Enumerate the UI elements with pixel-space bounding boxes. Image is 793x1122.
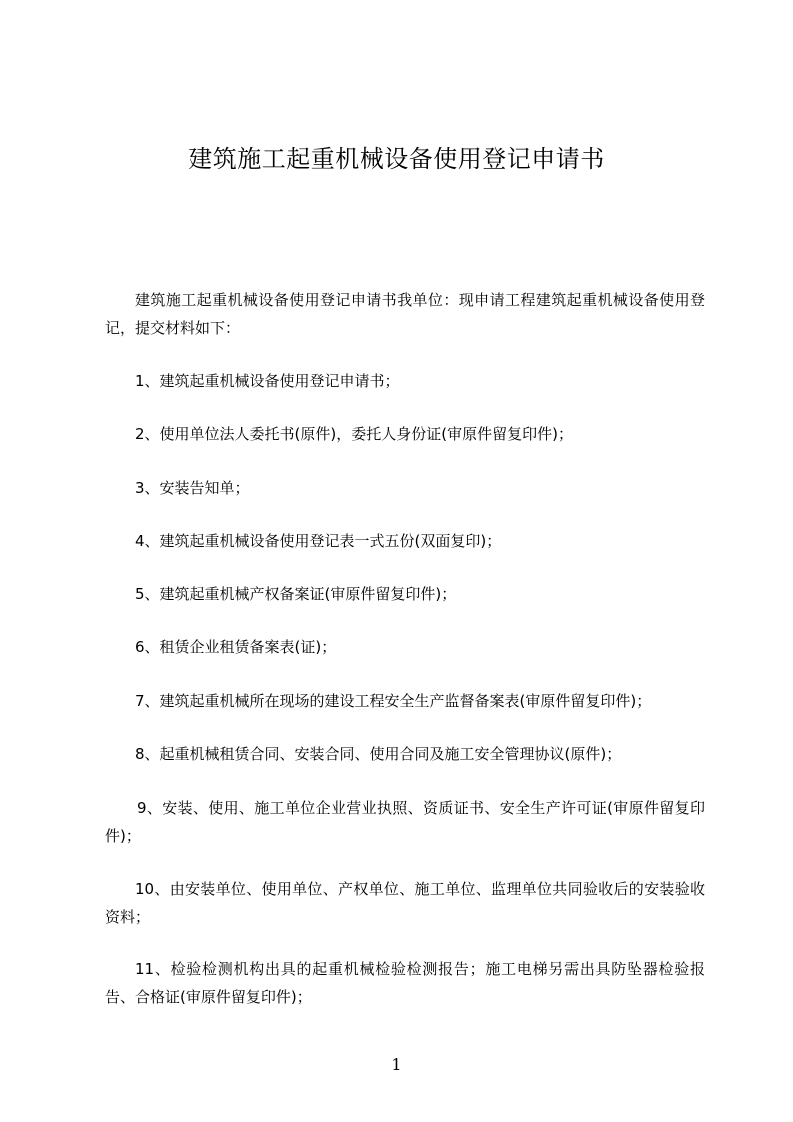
list-item-1: 1、建筑起重机械设备使用登记申请书；	[135, 372, 400, 390]
list-item-10: 10、由安装单位、使用单位、产权单位、施工单位、监理单位共同验收后的安装验收资料；	[105, 880, 705, 926]
list-item-8: 8、起重机械租赁合同、安装合同、使用合同及施工安全管理协议(原件)；	[135, 745, 622, 763]
list-item-5: 5、建筑起重机械产权备案证(审原件留复印件)；	[135, 585, 457, 603]
list-item-2: 2、使用单位法人委托书(原件)，委托人身份证(审原件留复印件)；	[135, 425, 573, 443]
list-item-3: 3、安装告知单；	[135, 479, 250, 497]
intro-paragraph: 建筑施工起重机械设备使用登记申请书我单位：现申请工程建筑起重机械设备使用登记，提交材料如下：	[105, 291, 705, 337]
page-number: 1	[391, 1055, 402, 1074]
list-item-7: 7、建筑起重机械所在现场的建设工程安全生产监督备案表(审原件留复印件)；	[135, 692, 652, 710]
document-title: 建筑施工起重机械设备使用登记申请书	[188, 145, 605, 173]
list-item-11: 11、检验检测机构出具的起重机械检验检测报告；施工电梯另需出具防坠器检验报告、合格证(审原件留复印件)；	[105, 960, 705, 1006]
list-item-6: 6、租赁企业租赁备案表(证)；	[135, 638, 337, 656]
list-item-9: 9、安装、使用、施工单位企业营业执照、资质证书、安全生产许可证(审原件留复印件)；	[105, 799, 705, 845]
list-item-4: 4、建筑起重机械设备使用登记表一式五份(双面复印)；	[135, 532, 502, 550]
